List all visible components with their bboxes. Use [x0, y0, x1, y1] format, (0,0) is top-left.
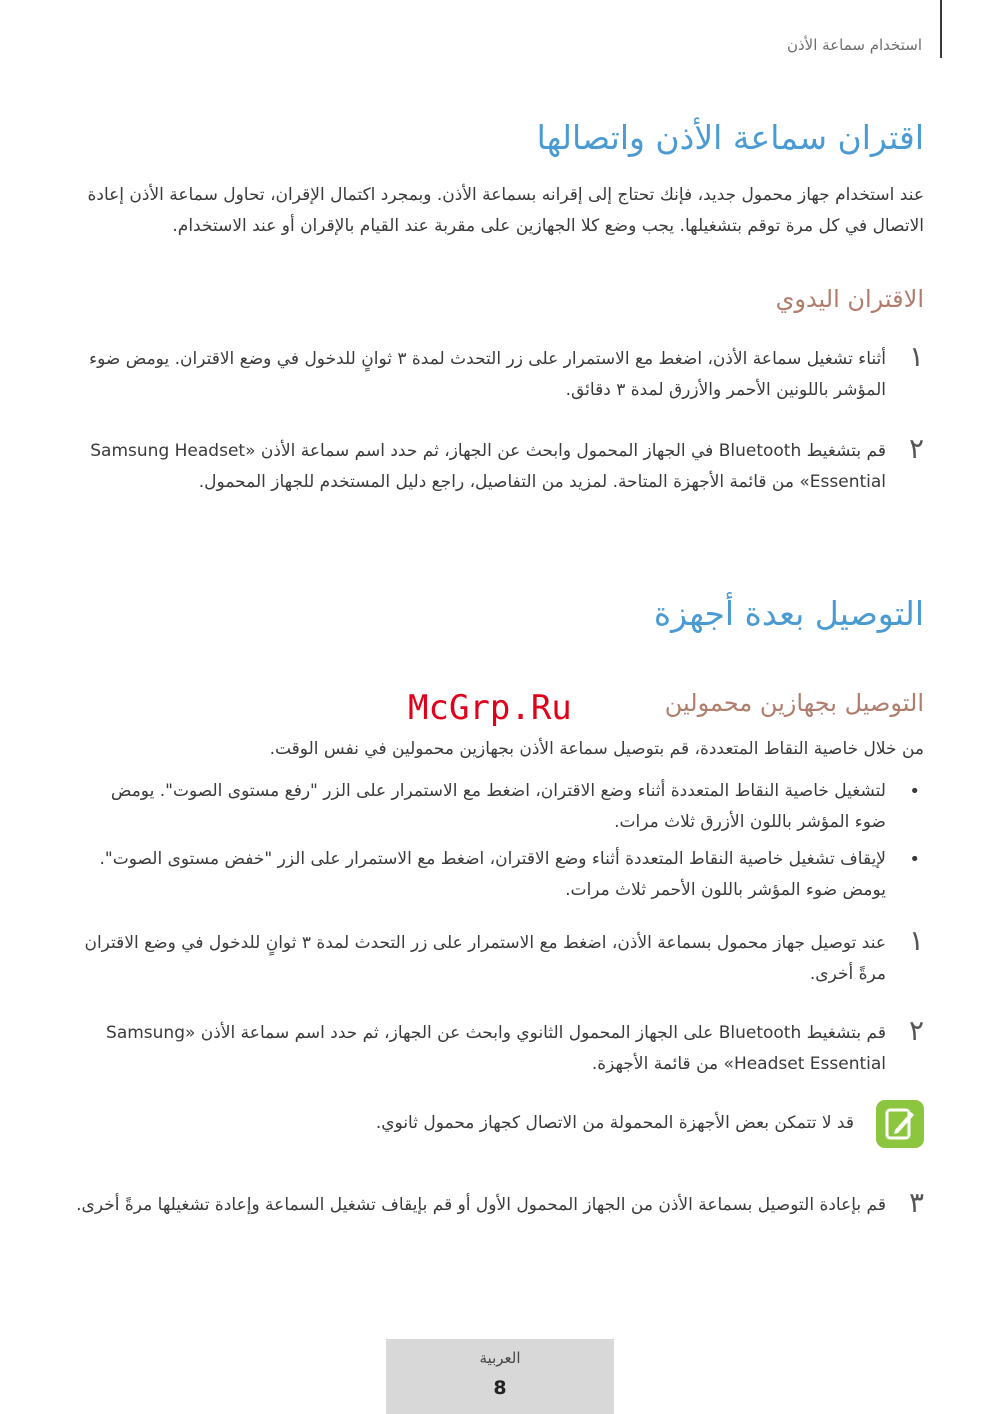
note-text: قد لا تتمكن بعض الأجهزة المحمولة من الاتصال كجهاز محمول ثانوي. — [375, 1113, 854, 1133]
section-intro-pairing: عند استخدام جهاز محمول جديد، فإنك تحتاج إلى إقرانه بسماعة الأذن. وبمجرد اكتمال الإقران، تحاول سماعة الأذن إعادة الاتصال في كل مرة توقم بتشغيلها. يجب وضع كلا الجهازين على مقربة عند القيام بالإقران أو عند الاستخدام. — [87, 185, 924, 236]
note-icon — [876, 1100, 924, 1148]
section-title-pairing: اقتران سماعة الأذن واتصالها — [536, 118, 924, 157]
step-number: ٢ — [908, 1014, 924, 1047]
bullet-text: لتشغيل خاصية النقاط المتعددة أثناء وضع الاقتران، اضغط مع الاستمرار على الزر "رفع مستوى الصوت". يومض ضوء المؤشر باللون الأزرق ثلاث مرات. — [110, 781, 886, 832]
step-text: قم بإعادة التوصيل بسماعة الأذن من الجهاز المحمول الأول أو قم بإيقاف تشغيل السماعة وإعادة تشغيلها مرةً أخرى. — [76, 1195, 886, 1215]
step-text: عند توصيل جهاز محمول بسماعة الأذن، اضغط مع الاستمرار على زر التحدث لمدة ٣ ثوانٍ للدخول في وضع الاقتران مرةً أخرى. — [84, 933, 886, 984]
watermark: McGrp.Ru — [408, 688, 572, 728]
bullet-text: لإيقاف تشغيل خاصية النقاط المتعددة أثناء وضع الاقتران، اضغط مع الاستمرار على الزر "خفض مستوى الصوت". يومض ضوء المؤشر باللون الأحمر ثلاث مرات. — [99, 849, 886, 900]
step-number: ٣ — [908, 1186, 924, 1219]
section-intro-multipoint: من خلال خاصية النقاط المتعددة، قم بتوصيل سماعة الأذن بجهازين محمولين في نفس الوقت. — [269, 739, 924, 759]
page-footer — [386, 1339, 614, 1414]
running-header: استخدام سماعة الأذن — [786, 36, 922, 54]
subsection-title-manual-pairing: الاقتران اليدوي — [775, 285, 924, 313]
step-text: قم بتشغيط Bluetooth على الجهاز المحمول الثانوي وابحث عن الجهاز، ثم حدد اسم سماعة الأذن «Samsung Headset Essential» من قائمة الأجهزة. — [106, 1023, 886, 1074]
step-text: أثناء تشغيل سماعة الأذن، اضغط مع الاستمرار على زر التحدث لمدة ٣ ثوانٍ للدخول في وضع الاقتران. يومض ضوء المؤشر باللونين الأحمر والأزرق لمدة ٣ دقائق. — [89, 349, 886, 400]
footer-language: العربية — [479, 1349, 521, 1367]
step-number: ١ — [908, 924, 924, 957]
subsection-title-two-devices: التوصيل بجهازين محمولين — [664, 689, 924, 717]
step-number: ٢ — [908, 432, 924, 465]
page-number: 8 — [493, 1377, 507, 1399]
section-title-multipoint: التوصيل بعدة أجهزة — [653, 594, 924, 633]
step-number: ١ — [908, 340, 924, 373]
bullet-marker: • — [909, 781, 920, 802]
step-text: قم بتشغيط Bluetooth في الجهاز المحمول وابحث عن الجهاز، ثم حدد اسم سماعة الأذن «Samsung Headset Essential» من قائمة الأجهزة المتاحة. لمزيد من التفاصيل، راجع دليل المستخدم للجهاز المحمول. — [90, 441, 886, 492]
header-divider — [940, 0, 942, 58]
bullet-marker: • — [909, 849, 920, 870]
